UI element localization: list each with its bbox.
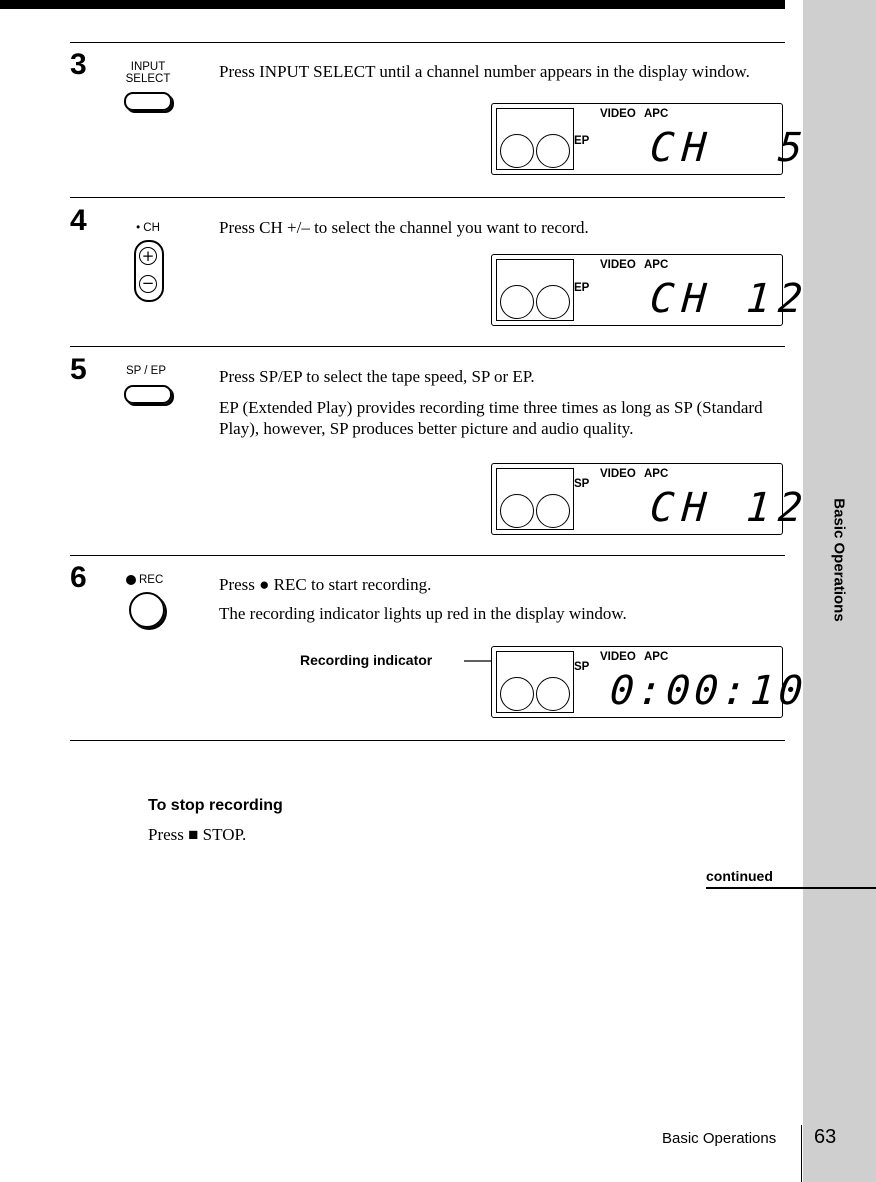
minus-icon: −: [139, 275, 157, 293]
display-apc-label: APC: [644, 259, 669, 271]
display-video-label: VIDEO: [600, 651, 636, 663]
continued-rule: [706, 887, 876, 889]
reel-icon: [536, 494, 570, 528]
page-number: 63: [814, 1126, 837, 1148]
recording-indicator-callout: Recording indicator: [300, 652, 433, 668]
display-readout: CH 12: [648, 276, 813, 322]
step-text: Press INPUT SELECT until a channel number appears in the display window.: [219, 62, 750, 81]
recording-indicator-reel-icon: [500, 677, 534, 711]
reel-icon: [500, 285, 534, 319]
rule: [70, 197, 785, 198]
display-window: [491, 463, 813, 535]
plus-icon: +: [139, 247, 157, 265]
display-video-label: VIDEO: [600, 108, 636, 120]
display-apc-label: APC: [644, 108, 669, 120]
rule: [70, 346, 785, 347]
display-apc-label: APC: [644, 468, 669, 480]
step-number: 6: [70, 561, 87, 594]
reel-icon: [500, 134, 534, 168]
display-apc-label: APC: [644, 651, 669, 663]
display-video-label: VIDEO: [600, 468, 636, 480]
ch-rocker-icon: [134, 240, 164, 302]
button-label: INPUT SELECT: [125, 61, 171, 85]
rule: [70, 555, 785, 556]
sp-ep-button-icon: [124, 385, 172, 404]
continued-label: continued: [706, 868, 773, 884]
display-video-label: VIDEO: [600, 259, 636, 271]
display-mode: SP: [574, 478, 590, 490]
record-dot-icon: [126, 575, 136, 585]
reel-icon: [536, 285, 570, 319]
step-text: EP (Extended Play) provides recording time three times as long as SP (Standard Play), however, SP produces better picture and audio quality.: [219, 398, 763, 438]
button-label: REC: [139, 574, 164, 586]
recording-indicator-reel-icon: [536, 677, 570, 711]
top-bar: [0, 0, 785, 9]
side-tab-label: Basic Operations: [830, 498, 848, 622]
display-mode: EP: [574, 135, 590, 147]
rule: [70, 740, 785, 741]
reel-icon: [536, 134, 570, 168]
footer-section: Basic Operations: [662, 1130, 777, 1147]
reel-icon: [500, 494, 534, 528]
display-window: [491, 254, 813, 326]
button-label: SP / EP: [125, 365, 167, 377]
display-window: [491, 103, 813, 175]
step-number: 3: [70, 48, 87, 81]
note-heading: To stop recording: [148, 797, 283, 814]
step-number: 5: [70, 353, 87, 386]
input-select-button-icon: [124, 92, 172, 111]
footer-divider: [801, 1125, 802, 1182]
display-readout: 0:00:10: [608, 668, 809, 714]
step-text: Press CH +/– to select the channel you want to record.: [219, 218, 589, 237]
display-mode: EP: [574, 282, 590, 294]
display-readout: CH 5: [648, 125, 813, 171]
step-text: Press SP/EP to select the tape speed, SP or EP.: [219, 367, 535, 386]
button-label: • CH: [136, 222, 160, 234]
display-window: [491, 646, 809, 718]
step-text: Press ● REC to start recording.: [219, 575, 432, 594]
display-readout: CH 12: [648, 485, 813, 531]
step-number: 4: [70, 204, 87, 237]
rule: [70, 42, 785, 43]
rec-button-icon: [129, 592, 165, 628]
note-body: Press ■ STOP.: [148, 825, 247, 844]
display-mode: SP: [574, 661, 590, 673]
step-text: The recording indicator lights up red in the display window.: [219, 604, 627, 623]
